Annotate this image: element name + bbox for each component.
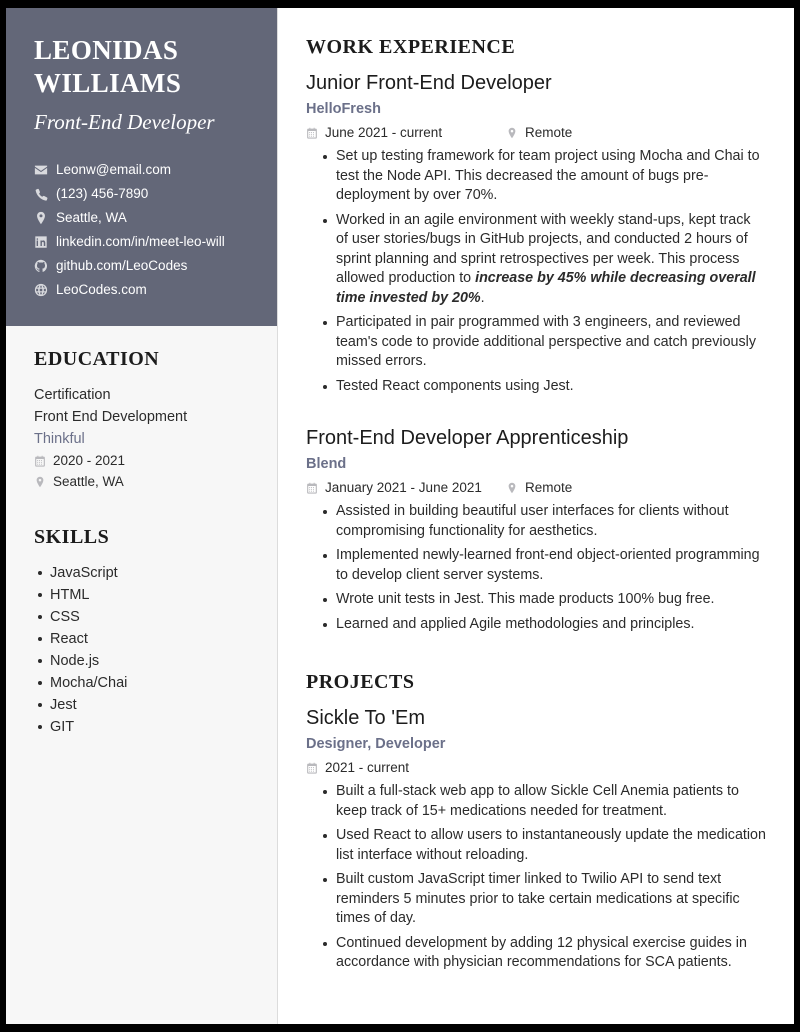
- sidebar: [6, 8, 278, 1024]
- calendar-icon: [306, 482, 318, 494]
- bullet-text: Used React to allow users to instantaneously update the medication list interface without reloading.: [336, 827, 766, 863]
- contact-website-text: LeoCodes.com: [56, 282, 147, 297]
- list-item: Mocha/Chai: [50, 672, 249, 694]
- calendar-icon: [306, 762, 318, 774]
- bullet-text: Assisted in building beautiful user interfaces for clients without compromising functionality for aesthetics.: [336, 503, 729, 539]
- work-entry-location: [506, 478, 572, 498]
- work-entry-dates: [306, 478, 506, 498]
- work-entry-bullets: [306, 147, 766, 396]
- list-item: [336, 211, 766, 309]
- location-pin-icon: [506, 127, 518, 139]
- project-entry-dates-text: 2021 - current: [325, 760, 410, 775]
- job-title: Front-End Developer: [34, 110, 215, 134]
- skills-list: [34, 562, 249, 738]
- project-entry-bullets: [306, 782, 766, 973]
- github-icon: [34, 259, 48, 273]
- list-item: Node.js: [50, 650, 249, 672]
- list-item: [336, 502, 766, 541]
- education-location-text: Seattle, WA: [53, 474, 124, 489]
- contact-linkedin[interactable]: [34, 233, 249, 250]
- work-entry-dates: [306, 123, 506, 143]
- work-entry-bullets: [306, 502, 766, 634]
- bullet-text: Built a full-stack web app to allow Sickle Cell Anemia patients to keep track of 15+ medications needed for treatment.: [336, 783, 739, 819]
- project-entry-role: Designer, Developer: [306, 736, 446, 752]
- work-entry-location-text: Remote: [525, 125, 573, 140]
- bullet-text: Tested React components using Jest.: [336, 377, 574, 394]
- contact-github-text: github.com/LeoCodes: [56, 258, 188, 273]
- education-dates: [34, 450, 249, 471]
- list-item: Jest: [50, 694, 249, 716]
- list-item: [336, 377, 766, 397]
- work-experience-heading: WORK EXPERIENCE: [306, 36, 516, 58]
- list-item: [336, 870, 766, 929]
- contact-github[interactable]: [34, 257, 249, 274]
- sidebar-body: [6, 326, 277, 738]
- envelope-icon: [34, 163, 48, 177]
- skills-section: [34, 526, 249, 738]
- bullet-text: Worked in an agile environment with weekly stand-ups, kept track of user stories/bugs in GitHub projects, and conducted 2 hours of sprint planning and sprint retrospectives per week. This process allowed production to: [336, 211, 751, 286]
- spacer: [306, 401, 766, 425]
- work-entry-title: Front-End Developer Apprenticeship: [306, 427, 629, 449]
- calendar-icon: [306, 127, 318, 139]
- bullet-text: Wrote unit tests in Jest. This made products 100% bug free.: [336, 591, 715, 607]
- location-pin-icon: [34, 211, 48, 225]
- bullet-emphasis: increase by 45% while decreasing overall time invested by 20%: [336, 270, 756, 306]
- bullet-tail: .: [480, 289, 485, 306]
- work-entry-dates-text: June 2021 - current: [325, 125, 443, 140]
- bullet-text: Set up testing framework for team project using Mocha and Chai to test the Node API. This decreased the amount of bugs pre-deployment by over 70%.: [336, 148, 760, 203]
- list-item: [336, 934, 766, 973]
- bullet-text: Built custom JavaScript timer linked to Twilio API to send text reminders 5 minutes prior to take certain medications at specific times of day.: [336, 871, 740, 926]
- bullet-text: Continued development by adding 12 physical exercise guides in accordance with physician recommendations for SCA patients.: [336, 934, 747, 970]
- resume-sheet: [6, 8, 794, 1024]
- list-item: [336, 782, 766, 821]
- work-entry-org: Blend: [306, 456, 347, 472]
- list-item: [336, 147, 766, 206]
- location-pin-icon: [506, 482, 518, 494]
- education-school: Thinkful: [34, 431, 85, 447]
- contact-list: [34, 161, 249, 298]
- contact-location: [34, 209, 249, 226]
- project-entry-title: Sickle To 'Em: [306, 707, 426, 729]
- bullet-text: Participated in pair programmed with 3 engineers, and reviewed team's code to provide additional perspective and catch previously missed errors.: [336, 314, 756, 369]
- list-item: [336, 826, 766, 865]
- linkedin-icon: [34, 235, 48, 249]
- spacer: [306, 639, 766, 671]
- location-pin-icon: [34, 476, 46, 488]
- work-experience-section: [306, 36, 766, 634]
- education-field: Front End Development: [34, 409, 188, 425]
- first-name: LEONIDAS: [34, 35, 179, 65]
- list-item: React: [50, 628, 249, 650]
- list-item: [336, 615, 766, 635]
- list-item: GIT: [50, 716, 249, 738]
- contact-email-text: Leonw@email.com: [56, 162, 172, 177]
- projects-heading: PROJECTS: [306, 671, 415, 693]
- education-dates-text: 2020 - 2021: [53, 453, 126, 468]
- sidebar-header: [6, 8, 277, 326]
- contact-website[interactable]: [34, 281, 249, 298]
- education-section: [34, 348, 249, 492]
- last-name: WILLIAMS: [34, 68, 182, 98]
- project-entry-dates: [306, 758, 506, 778]
- list-item: JavaScript: [50, 562, 249, 584]
- contact-location-text: Seattle, WA: [56, 210, 127, 225]
- skills-heading: SKILLS: [34, 526, 110, 548]
- phone-icon: [34, 187, 48, 201]
- work-entry-location: [506, 123, 572, 143]
- list-item: [336, 546, 766, 585]
- list-item: [336, 590, 766, 610]
- contact-phone-text: (123) 456-7890: [56, 186, 149, 201]
- work-entry-org: HelloFresh: [306, 101, 381, 117]
- education-heading: EDUCATION: [34, 348, 160, 370]
- list-item: [336, 313, 766, 372]
- globe-icon: [34, 283, 48, 297]
- work-entry: [306, 70, 766, 396]
- contact-email[interactable]: [34, 161, 249, 178]
- education-degree: Certification: [34, 387, 111, 403]
- bullet-text: Learned and applied Agile methodologies and principles.: [336, 615, 695, 632]
- work-entry-meta: [306, 478, 766, 498]
- education-location: [34, 471, 249, 492]
- projects-section: [306, 671, 766, 973]
- bullet-text: Implemented newly-learned front-end object-oriented programming to develop client server systems.: [336, 547, 760, 583]
- project-entry-meta: [306, 758, 766, 778]
- work-entry-location-text: Remote: [525, 480, 573, 495]
- work-entry: [306, 425, 766, 634]
- list-item: CSS: [50, 606, 249, 628]
- list-item: HTML: [50, 584, 249, 606]
- work-entry-meta: [306, 123, 766, 143]
- main-content: [278, 8, 794, 1024]
- project-entry: [306, 705, 766, 973]
- calendar-icon: [34, 455, 46, 467]
- contact-phone[interactable]: [34, 185, 249, 202]
- contact-linkedin-text: linkedin.com/in/meet-leo-will: [56, 234, 225, 249]
- work-entry-title: Junior Front-End Developer: [306, 72, 552, 94]
- work-entry-dates-text: January 2021 - June 2021: [325, 480, 482, 495]
